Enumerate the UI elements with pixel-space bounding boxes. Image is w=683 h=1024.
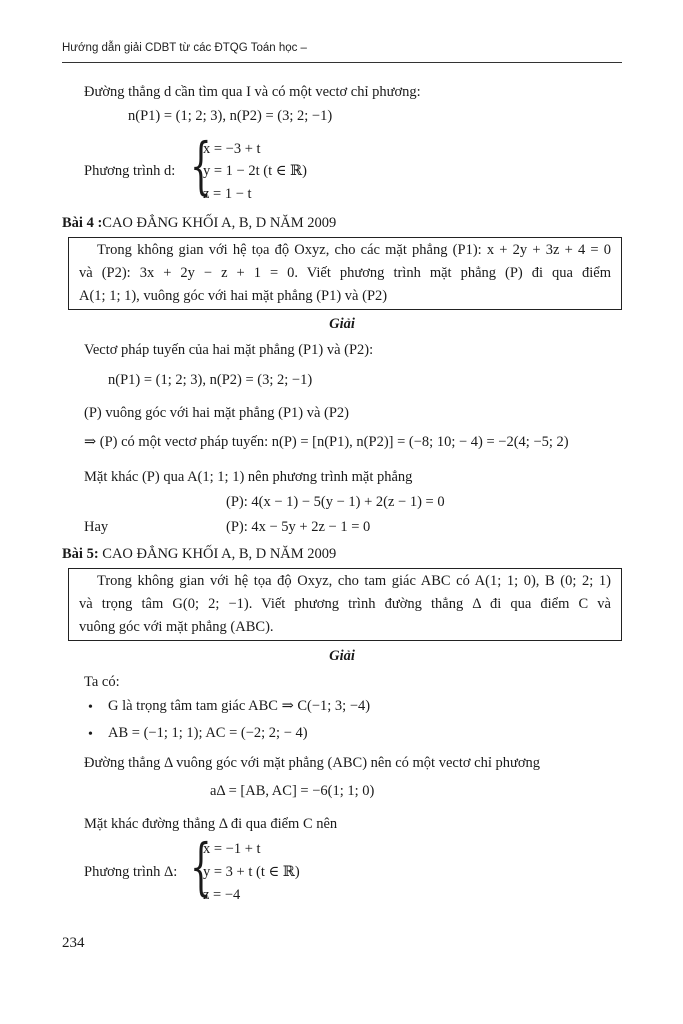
bullet-dot: • [88, 700, 93, 715]
bai5-step-2: Đường thẳng Δ vuông góc với mặt phẳng (ABC) nên có một vectơ chỉ phương [84, 755, 541, 771]
bai5-title-num: Bài 5: [62, 546, 99, 562]
bai4-problem-line-3: A(1; 1; 1), vuông góc với hai mặt phẳng (P1) và (P2) [79, 288, 388, 304]
bai4-title-text: CAO ĐẲNG KHỐI A, B, D NĂM 2009 [102, 215, 337, 231]
bai5-title [62, 546, 336, 563]
page-header: Hướng dẫn giải CDBT từ các ĐTQG Toán học – [62, 42, 307, 54]
part1-eq3: z = 1 − t [203, 186, 252, 202]
header-divider [62, 62, 622, 63]
bai4-step-4: ⇒ (P) có một vectơ pháp tuyến: n(P) = [n(P1), n(P2)] = (−8; 10; − 4) = −2(4; −5; 2) [84, 434, 569, 450]
bullet-dot: • [88, 727, 93, 742]
bai4-title-num: Bài 4 : [62, 215, 103, 231]
bai4-title [62, 215, 336, 232]
bai4-step-1: Vectơ pháp tuyến của hai mặt phẳng (P1) và (P2): [84, 342, 374, 358]
bai4-step-5: Mặt khác (P) qua A(1; 1; 1) nên phương trình mặt phẳng [84, 469, 413, 485]
bai5-bullet-2: AB = (−1; 1; 1); AC = (−2; 2; − 4) [108, 725, 308, 741]
bai4-step-7: (P): 4x − 5y + 2z − 1 = 0 [226, 519, 371, 535]
bai5-problem-line-2: và trọng tâm G(0; 2; −1). Viết phương trình đường thẳng Δ đi qua điểm C và [79, 596, 611, 612]
part1-eq2: y = 1 − 2t (t ∈ ℝ) [203, 163, 307, 179]
part1-eq1: x = −3 + t [203, 141, 261, 157]
bai4-step-7-label: Hay [84, 519, 109, 535]
bai5-eq-label: Phương trình Δ: [84, 864, 178, 880]
bai4-step-2: n(P1) = (1; 2; 3), n(P2) = (3; 2; −1) [108, 372, 313, 388]
bai5-problem-box [68, 568, 622, 641]
bai5-brace: { [190, 830, 212, 903]
bai4-problem-box [68, 237, 622, 310]
bai4-solution-heading: Giải [329, 316, 355, 332]
bai4-step-6: (P): 4(x − 1) − 5(y − 1) + 2(z − 1) = 0 [226, 494, 445, 510]
part1-vectors: n(P1) = (1; 2; 3), n(P2) = (3; 2; −1) [128, 108, 333, 124]
bai5-solution-heading: Giải [329, 648, 355, 664]
bai5-problem-line-3: vuông góc với mặt phẳng (ABC). [79, 619, 274, 635]
page-number: 234 [62, 935, 85, 951]
part1-intro: Đường thẳng d cần tìm qua I và có một vectơ chỉ phương: [84, 84, 421, 100]
bai5-step-1: Ta có: [84, 674, 120, 690]
bai5-eq1: x = −1 + t [203, 841, 261, 857]
part1-eq-label: Phương trình d: [84, 163, 176, 179]
bai5-step-3: aΔ = [AB, AC] = −6(1; 1; 0) [210, 783, 375, 799]
bai4-step-3: (P) vuông góc với hai mặt phẳng (P1) và (P2) [84, 405, 350, 421]
bai5-eq3: z = −4 [203, 887, 241, 903]
part1-brace: { [190, 129, 212, 202]
bai5-bullet-1: G là trọng tâm tam giác ABC ⇒ C(−1; 3; −4) [108, 698, 371, 714]
bai5-title-text: CAO ĐẲNG KHỐI A, B, D NĂM 2009 [98, 546, 337, 562]
bai5-problem-line-1: Trong không gian với hệ tọa độ Oxyz, cho tam giác ABC có A(1; 1; 0), B (0; 2; 1) [97, 573, 611, 589]
bai4-problem-line-2: và (P2): 3x + 2y − z + 1 = 0. Viết phương trình mặt phẳng (P) đi qua điểm [79, 265, 611, 281]
bai4-problem-line-1: Trong không gian với hệ tọa độ Oxyz, cho các mặt phẳng (P1): x + 2y + 3z + 4 = 0 [97, 242, 611, 258]
bai5-eq2: y = 3 + t (t ∈ ℝ) [203, 864, 300, 880]
bai5-step-4: Mặt khác đường thẳng Δ đi qua điểm C nên [84, 816, 338, 832]
